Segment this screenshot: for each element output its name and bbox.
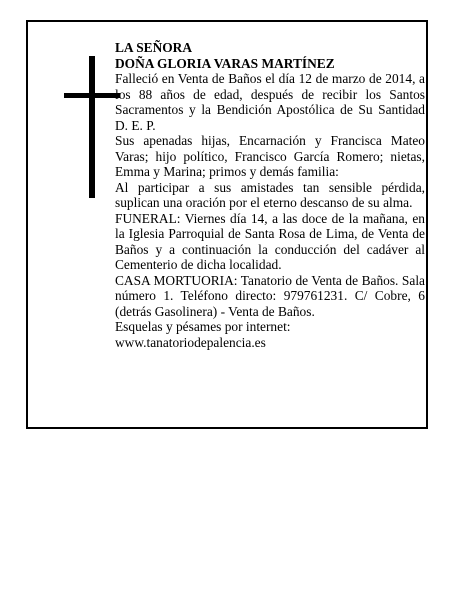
funeral-paragraph: FUNERAL: Viernes día 14, a las doce de la mañana, en la Iglesia Parroquial de Santa Rosa de Lima, de Venta de Baños y a continuación la conducción del cadáver al Cementerio de dicha localidad. <box>115 210 425 272</box>
website-link[interactable]: www.tanatoriodepalencia.es <box>115 334 266 350</box>
mortuary-paragraph: CASA MORTUORIA: Tanatorio de Venta de Baños. Sala número 1. Teléfono directo: 979761231. C/ Cobre, 6 (detrás Gasolinera) - Venta de Baños. <box>115 272 425 319</box>
family-paragraph: Sus apenadas hijas, Encarnación y Francisca Mateo Varas; hijo político, Francisco García Romero; nietas, Emma y Marina; primos y demás familia: <box>115 133 425 179</box>
latin-cross-icon <box>64 56 120 198</box>
cross-vertical-bar <box>89 56 95 198</box>
request-paragraph: Al participar a sus amistades tan sensible pérdida, suplican una oración por el eterno descanso de su alma. <box>115 179 425 210</box>
notice-body <box>115 40 425 350</box>
notice-title: LA SEÑORA <box>115 40 193 55</box>
death-paragraph: Falleció en Venta de Baños el día 12 de marzo de 2014, a los 88 años de edad, después de recibir los Santos Sacramentos y la Bendición Apostólica de Su Santidad D. E. P. <box>115 71 425 133</box>
deceased-name: DOÑA GLORIA VARAS MARTÍNEZ <box>115 55 335 71</box>
cross-horizontal-bar <box>64 93 120 98</box>
internet-label: Esquelas y pésames por internet: <box>115 319 291 334</box>
obituary-notice <box>26 20 428 429</box>
